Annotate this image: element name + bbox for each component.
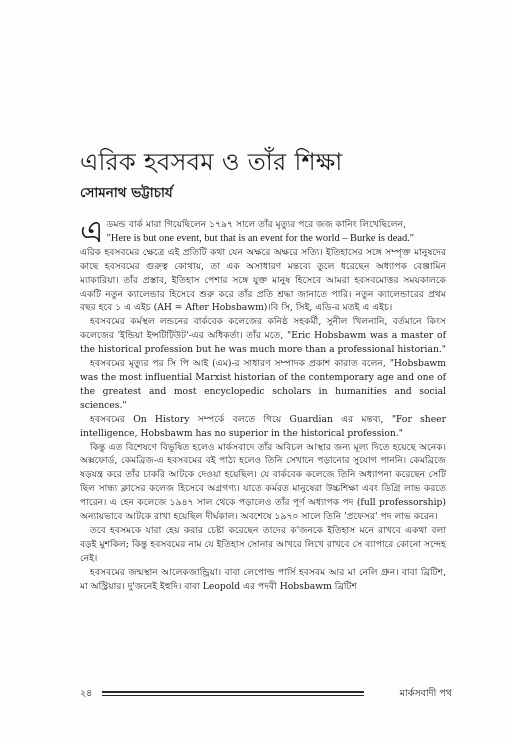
paragraph-7: তবে হবসমকে যারা হেয় করার চেষ্টা করেছেন তাদের ক'জনকে ইতিহাস মনে রাখবে একথা বলা বড়ই মুশকিল; কিন্তু হবসবমের নাম যে ইতিহাস সোনার আখরে লিখে রাখবে সে ব্যাপারে কোনো সন্দেহ নেই। (80, 524, 446, 564)
paragraph-6: কিন্তু এত বিশেষণে বিভূষিত হলেও মার্কসবাদে তাঁর অবিচল আস্থার জন্য মূল্য দিতে হয়েছে অনেক। অক্সফোর্ড, কেমব্রিজ-এ হবসবমের বই পাঠ্য হলেও তিনি সেখানে পড়ানোর সুযোগ পাননি। কেমব্রিজে ষড়যন্ত্র করে তাঁর চাকরি আটকে দেওয়া হয়েছিল। যে বার্কবেক কলেজে তিনি অধ্যাপনা করেছেন সেটি ছিল সান্ধ্য ক্লাসের কলেজ হিসেবে অগ্রগণ্য। যাতে কর্মরত মানুষেরা উচ্চশিক্ষা এবং ডিগ্রি লাভ করতে পারেন। এ হেন কলেজে ১৯৪৭ সাল থেকে পড়ালেও তাঁর পূর্ণ অধ্যাপক পদ (full professorship) অন্যায়ভাবে আটকে রাখা হয়েছিল দীর্ঘকাল। অবশেষে ১৯৭০ সালে তিনি 'প্রফেসর' পদ লাভ করেন। (80, 441, 446, 523)
article-title: এরিক হবসবম ও তাঁর শিক্ষা (80, 148, 343, 176)
drop-cap: এ (80, 214, 104, 250)
paragraph-4: হবসবমের মৃত্যুর পর সি পি আই (এম)-র সাধারণ সম্পাদক প্রকাশ কারাত বলেন, "Hobsbawm was the most influential Marxist historian of the contemporary age and one of the greatest and most encyclopedic scholars in humanities and social sciences." (80, 358, 446, 411)
paragraph-3: হবসবমের কর্মস্থল লন্ডনের বার্কবেক কলেজের কনিষ্ঠ সহকর্মী, সুনীল খিলনানি, বর্তমানে কিংস কলেজের 'ইন্ডিয়া ইন্সটিটিউট'-এর অধিকর্তা। তাঁর মতে, "Eric Hobsbawm was a master of the historical profession but he was much more than a professional historian." (80, 316, 447, 356)
footer-rule (102, 691, 364, 696)
page-number: ২৪ (80, 688, 93, 699)
article-author: সোমনাথ ভট্টাচার্য (80, 185, 173, 201)
article-body (80, 214, 447, 593)
paragraph-1-text: ডমন্ড বার্ক মারা গিয়েছিলেন ১৭৯৭ সালে তাঁর মৃত্যুর পরে জজ কানিং লিখেছিলেন, (106, 219, 406, 230)
page-footer (80, 687, 452, 701)
paragraph-2: এরিক হবসবমের ক্ষেত্রে এই প্রতিটি কথা যেন অক্ষরে অক্ষরে সত্যি। ইতিহাসের সঙ্গে সম্পৃক্ত মানুষদের কাছে হবসবমের গুরুত্ব কোথায়, তা এক অসাধারণ মন্তব্যে তুলে ধরেছেন অধ্যাপক বেঞ্জামিন ম্যাকারিয়া। তাঁর প্রস্তাব, ইতিহাস পেশার সঙ্গে যুক্ত মানুষ হিসেবে আমরা হবসবমোত্তর সময়কালকে একটি নতুন ক্যালেন্ডার হিসেবে শুরু করে তাঁর প্রতি শ্রদ্ধা জানাতে পারি। নতুন ক্যালেন্ডারের প্রথম বছর হবে ১ এ এইচ (AH = After Hobsbawm)।বি সি, সিই, এডি-র মতই এ এইচ। (80, 246, 446, 314)
quote-canning: "Here is but one event, but that is an event for the world – Burke is dead." (106, 232, 415, 244)
paragraph-8: হবসবমের জন্মস্থান আলেকজান্ড্রিয়া। বাবা লেপোল্ড পার্সি হবসবম আর মা নেলি গ্রুন। বাবা ব্রিটিশ, মা অস্ট্রিয়ার। দু'জনেই ইহুদি। বাবা Leopold এর পদবী Hobsbawm ব্রিটিশ (80, 566, 446, 592)
journal-name: মার্কসবাদী পথ (399, 688, 452, 699)
paragraph-5: হবসবমের On History সম্পর্কে বলতে গিয়ে Guardian এর মন্তব্য, "For sheer intelligence, Hobsbawm has no superior in the historical profession." (80, 413, 446, 439)
